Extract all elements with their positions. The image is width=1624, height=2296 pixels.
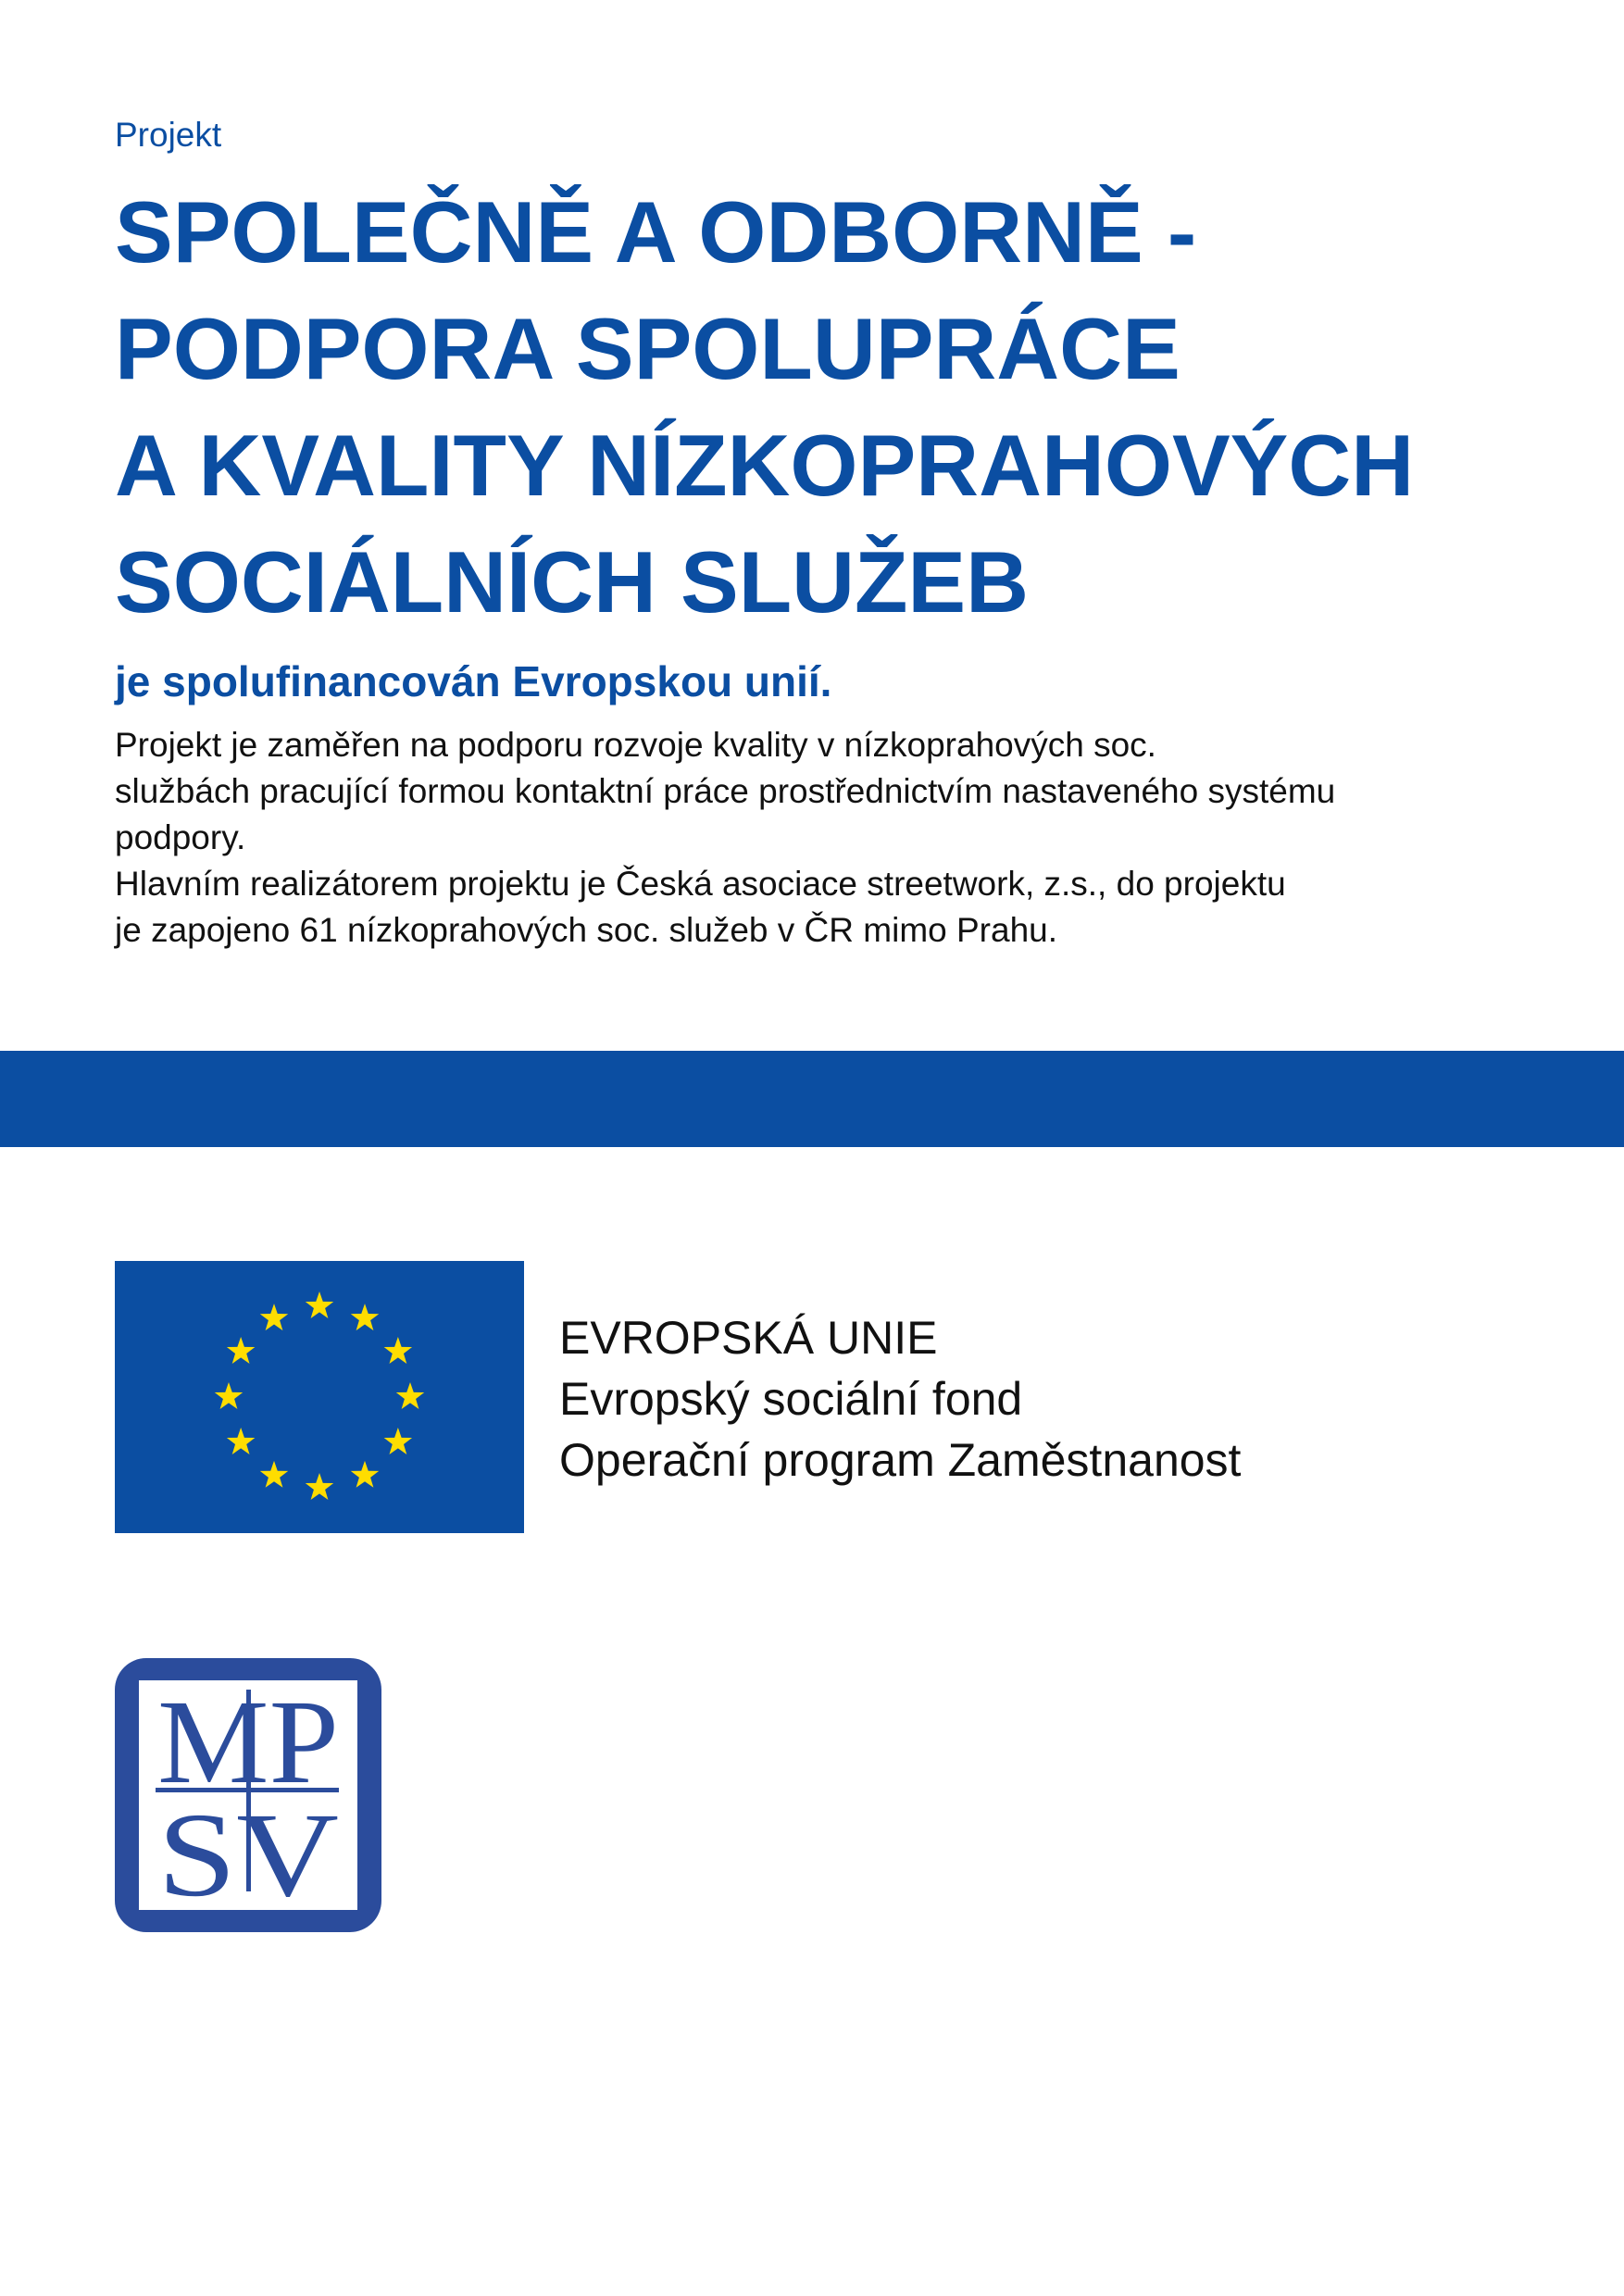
- project-title-line: A KVALITY NÍZKOPRAHOVÝCH: [115, 417, 1415, 514]
- mpsv-logo-letters: MP: [157, 1676, 339, 1809]
- project-title-line: SOCIÁLNÍCH SLUŽEB: [115, 533, 1029, 630]
- project-title-line: PODPORA SPOLUPRÁCE: [115, 300, 1181, 397]
- description-line: službách pracující formou kontaktní práce prostřednictvím nastaveného systému: [115, 772, 1336, 810]
- project-description: [115, 722, 1335, 954]
- eu-text-line: Operační program Zaměstnanost: [559, 1434, 1242, 1486]
- project-label: Projekt: [115, 116, 222, 154]
- description-line: je zapojeno 61 nízkoprahových soc. služeb v ČR mimo Prahu.: [115, 911, 1058, 949]
- eu-flag-icon: [115, 1261, 524, 1533]
- blue-divider-band: [0, 1051, 1624, 1147]
- eu-text-line: Evropský sociální fond: [559, 1373, 1023, 1425]
- eu-funding-text: [559, 1307, 1241, 1491]
- description-line: podpory.: [115, 818, 246, 856]
- mpsv-logo: [115, 1658, 381, 1932]
- description-line: Projekt je zaměřen na podporu rozvoje kvality v nízkoprahových soc.: [115, 726, 1156, 764]
- funding-subtitle: je spolufinancován Evropskou unií.: [115, 657, 832, 705]
- eu-text-line: EVROPSKÁ UNIE: [559, 1312, 938, 1364]
- project-title-line: SPOLEČNĚ A ODBORNĚ -: [115, 183, 1197, 281]
- project-title: [115, 174, 1414, 641]
- mpsv-logo-letters: SV: [157, 1789, 339, 1922]
- description-line: Hlavním realizátorem projektu je Česká asociace streetwork, z.s., do projektu: [115, 865, 1286, 903]
